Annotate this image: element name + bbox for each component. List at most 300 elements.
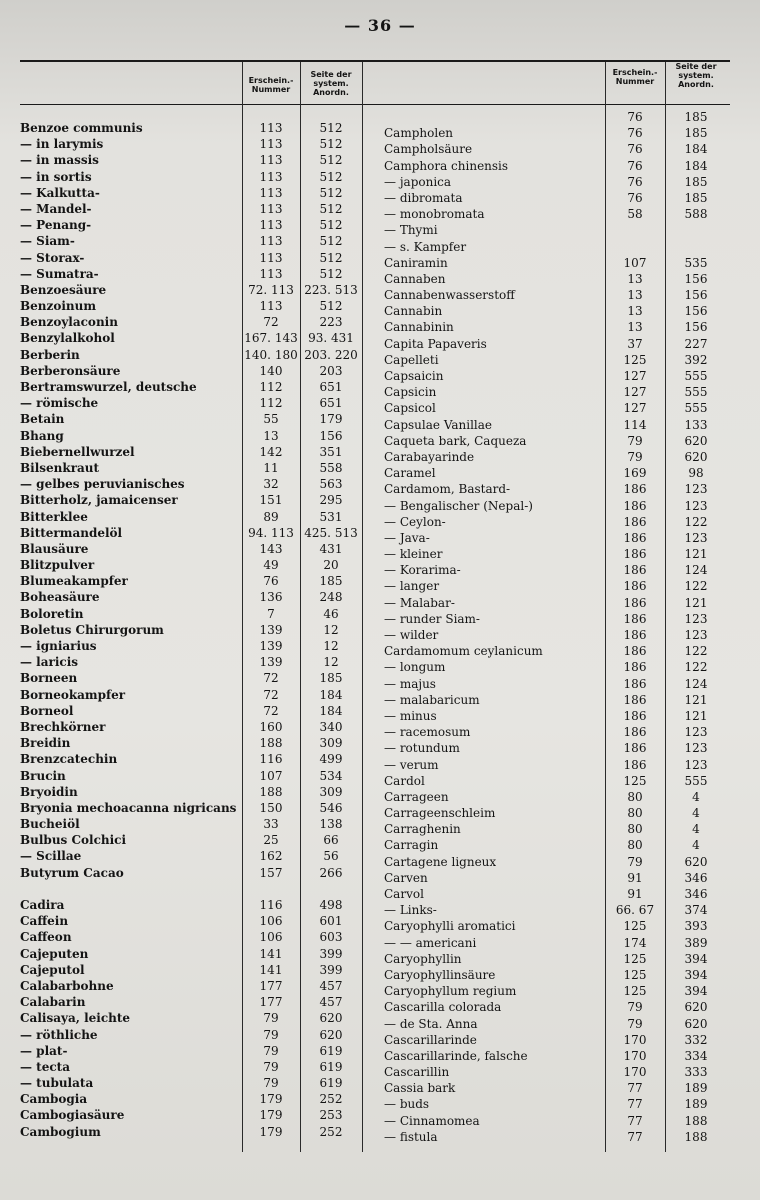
index-entry	[20, 1091, 362, 1107]
entry-number: 116	[259, 898, 283, 912]
entry-number: 116	[259, 752, 283, 767]
index-entry	[20, 622, 362, 638]
entry-number: 114	[623, 417, 647, 432]
entry-number: 186	[623, 530, 647, 545]
entry-number: 72	[263, 671, 279, 686]
entry-term: Borneen	[20, 671, 78, 686]
entry-term: — in larymis	[20, 137, 104, 152]
entry-number: 127	[623, 369, 647, 383]
entry-page: 121	[684, 692, 708, 707]
entry-number: 79	[263, 1027, 279, 1042]
entry-number: 186	[623, 579, 647, 594]
entry-page: 620	[684, 1000, 708, 1015]
entry-number: 37	[627, 336, 643, 351]
entry-term: Campholsäure	[384, 142, 473, 157]
entry-number: 186	[623, 547, 647, 562]
entry-term: Cannabinin	[384, 320, 454, 335]
entry-page: 512	[319, 250, 343, 265]
index-entry	[20, 476, 362, 492]
index-entry	[384, 1129, 730, 1145]
entry-number: 107	[259, 768, 283, 783]
entry-page: 203	[319, 363, 343, 378]
entry-page: 620	[684, 854, 708, 869]
index-entry	[384, 854, 730, 870]
entry-term: Carrageenschleim	[384, 806, 496, 821]
entry-number: 186	[623, 482, 647, 497]
index-entry	[20, 541, 362, 557]
entry-term: Caryophyllum regium	[384, 984, 517, 999]
entry-number: 80	[627, 806, 643, 821]
entry-page: 203. 220	[304, 347, 358, 362]
entry-page: 588	[684, 207, 708, 222]
entry-term: — in sortis	[20, 169, 92, 184]
entry-term: Cambogiasäure	[20, 1108, 125, 1123]
entry-page: 555	[684, 385, 708, 400]
entry-page: 512	[319, 185, 343, 200]
top-rule	[20, 60, 730, 62]
entry-page: 121	[684, 595, 708, 610]
left-index-column	[20, 120, 362, 1140]
entry-number: 186	[623, 741, 647, 756]
index-entry	[384, 805, 730, 821]
entry-number: 113	[259, 299, 283, 314]
entry-term: Brenzcatechin	[20, 752, 118, 767]
entry-page: 425. 513	[304, 525, 358, 540]
entry-term: — tecta	[20, 1059, 70, 1074]
entry-page: 389	[684, 935, 708, 950]
entry-number: 167. 143	[244, 331, 298, 346]
entry-term: Cascarilla colorada	[384, 1000, 502, 1015]
index-entry	[384, 627, 730, 643]
index-entry	[20, 1059, 362, 1075]
entry-number: 186	[623, 757, 647, 772]
entry-number: 77	[627, 1113, 643, 1128]
entry-term: — tubulata	[20, 1076, 94, 1091]
entry-term: — Siam-	[20, 234, 75, 249]
entry-page: 620	[319, 1027, 343, 1042]
index-entry	[20, 298, 362, 314]
index-entry	[384, 433, 730, 449]
entry-term: — plat-	[20, 1043, 68, 1058]
entry-term: Blausäure	[20, 541, 89, 556]
entry-term: Cartagene ligneux	[384, 854, 497, 869]
entry-page: 122	[684, 660, 708, 675]
entry-number: 7	[267, 606, 275, 621]
index-entry	[384, 1064, 730, 1080]
index-entry	[384, 255, 730, 271]
entry-term: Cambogia	[20, 1092, 88, 1107]
entry-page: 98	[688, 466, 704, 481]
index-entry	[20, 250, 362, 266]
entry-number: 160	[259, 719, 283, 734]
entry-number: 150	[259, 800, 283, 815]
entry-page: 184	[319, 687, 343, 702]
entry-term: — rotundum	[384, 741, 460, 756]
entry-page: 156	[684, 320, 708, 335]
index-entry	[384, 886, 730, 902]
index-entry	[384, 449, 730, 465]
entry-term: Bitterholz, jamaicenser	[20, 493, 178, 508]
entry-number: 13	[627, 304, 643, 319]
entry-term: — s. Kampfer	[384, 239, 467, 254]
entry-page: 123	[684, 611, 708, 626]
index-entry	[384, 643, 730, 659]
entry-page: 512	[319, 153, 343, 168]
entry-page: 121	[684, 708, 708, 723]
entry-number: 140. 180	[244, 347, 298, 362]
entry-number: 55	[263, 412, 279, 427]
entry-term: Blitzpulver	[20, 558, 95, 573]
entry-number: 113	[259, 137, 283, 152]
entry-term: Capsaicin	[384, 369, 444, 383]
entry-page: 4	[692, 822, 700, 837]
entry-term: Caramel	[384, 466, 436, 481]
index-entry	[384, 951, 730, 967]
index-entry	[20, 379, 362, 395]
entry-term: Caffein	[20, 914, 69, 929]
entry-number: 76	[263, 574, 279, 589]
header-line: Nummer	[251, 85, 291, 94]
entry-page: 619	[319, 1076, 343, 1091]
entry-number: 170	[623, 1032, 647, 1047]
entry-page: 393	[684, 919, 708, 934]
entry-page: 512	[319, 266, 343, 281]
index-entry	[384, 287, 730, 303]
entry-page: 156	[319, 428, 343, 443]
entry-term: Cascarillarinde, falsche	[384, 1048, 528, 1063]
entry-page: 394	[684, 951, 708, 966]
entry-page: 184	[319, 703, 343, 718]
entry-page: 156	[684, 271, 708, 286]
index-entry	[384, 967, 730, 983]
index-entry	[20, 670, 362, 686]
entry-number: 186	[623, 660, 647, 675]
entry-term: Boheasäure	[20, 590, 100, 605]
index-entry	[384, 999, 730, 1015]
index-entry	[384, 1113, 730, 1129]
index-entry	[20, 395, 362, 411]
entry-term: Caniramin	[384, 255, 448, 270]
entry-term: — Cinnamomea	[384, 1113, 480, 1128]
entry-term: Benzoesäure	[20, 282, 107, 297]
entry-number: 79	[627, 449, 643, 464]
entry-number: 186	[623, 725, 647, 740]
entry-page: 512	[319, 169, 343, 184]
index-entry	[20, 654, 362, 670]
entry-page: 534	[319, 768, 343, 783]
entry-number: 157	[259, 865, 283, 880]
entry-page: 227	[684, 336, 708, 351]
entry-term: Caqueta bark, Caqueza	[384, 433, 527, 448]
index-entry	[384, 611, 730, 627]
index-entry	[384, 578, 730, 594]
entry-number: 13	[263, 428, 279, 443]
right-index-column	[384, 109, 730, 1145]
entry-page: 123	[684, 530, 708, 545]
entry-number: 188	[259, 736, 283, 751]
index-entry	[384, 190, 730, 206]
entry-page: 4	[692, 806, 700, 821]
entry-term: Cassia bark	[384, 1081, 456, 1096]
entry-number: 106	[259, 914, 283, 929]
entry-page: 499	[319, 752, 343, 767]
header-line: Anordn.	[678, 80, 714, 89]
entry-page: 563	[319, 477, 343, 492]
index-entry	[384, 676, 730, 692]
index-entry	[384, 271, 730, 287]
entry-number: 139	[259, 655, 283, 670]
entry-page: 179	[319, 412, 343, 427]
entry-term: Brucin	[20, 768, 66, 783]
entry-page: 223. 513	[304, 282, 358, 297]
index-entry	[20, 428, 362, 444]
entry-page: 185	[319, 574, 343, 589]
entry-term: Benzylalkohol	[20, 331, 115, 346]
entry-term: — gelbes peruvianisches	[20, 477, 185, 492]
entry-page: 512	[319, 121, 343, 135]
entry-number: 188	[259, 784, 283, 799]
index-entry	[20, 492, 362, 508]
entry-page: 558	[319, 460, 343, 475]
entry-term: — langer	[384, 579, 440, 594]
index-entry	[384, 1016, 730, 1032]
right-page-header	[665, 62, 727, 89]
entry-term: Carraghenin	[384, 822, 461, 837]
entry-number: 177	[259, 995, 283, 1010]
entry-number: 72. 113	[248, 282, 294, 297]
entry-page: 188	[684, 1113, 708, 1128]
entry-page: 185	[684, 110, 708, 124]
entry-term: — kleiner	[384, 547, 443, 562]
entry-number: 169	[623, 466, 647, 481]
entry-term: Caryophyllin	[384, 951, 462, 966]
entry-page: 334	[684, 1048, 708, 1063]
entry-page: 555	[684, 773, 708, 788]
index-entry	[384, 530, 730, 546]
header-line: system.	[313, 79, 349, 88]
index-entry	[20, 1124, 362, 1140]
entry-number: 76	[627, 174, 643, 189]
entry-number: 91	[627, 887, 643, 901]
entry-term: Borneol	[20, 703, 74, 718]
index-entry	[384, 368, 730, 384]
index-entry	[20, 606, 362, 622]
entry-number: 127	[623, 401, 647, 416]
entry-page: 93. 431	[308, 331, 354, 346]
entry-number: 32	[263, 477, 279, 492]
entry-page: 122	[684, 579, 708, 594]
entry-number: 79	[263, 1076, 279, 1091]
index-entry	[384, 1096, 730, 1112]
entry-page: 123	[684, 482, 708, 497]
entry-number: 143	[259, 541, 283, 556]
entry-number: 77	[627, 1129, 643, 1144]
entry-number: 162	[259, 849, 283, 864]
entry-number: 77	[627, 1081, 643, 1096]
index-entry	[20, 330, 362, 346]
index-entry	[20, 185, 362, 201]
entry-page: 457	[319, 995, 343, 1010]
entry-page: 309	[319, 736, 343, 751]
entry-number: 76	[627, 126, 643, 141]
entry-number: 125	[623, 919, 647, 934]
entry-term: Calabarin	[20, 995, 86, 1010]
entry-page: 457	[319, 978, 343, 993]
entry-number: 72	[263, 315, 279, 330]
entry-term: Cajeputen	[20, 946, 89, 961]
entry-page: 138	[319, 817, 343, 832]
entry-term: — laricis	[20, 655, 79, 670]
entry-number: 80	[627, 838, 643, 853]
index-entry	[20, 946, 362, 962]
index-entry	[20, 751, 362, 767]
page-number: — 36 —	[344, 16, 416, 35]
entry-term: Cascarillin	[384, 1065, 450, 1080]
index-entry	[384, 773, 730, 789]
entry-term: Bhang	[20, 428, 64, 443]
entry-term: Capsicin	[384, 385, 437, 400]
entry-number: 58	[627, 207, 643, 222]
entry-number: 113	[259, 234, 283, 249]
entry-term: Carvol	[384, 887, 424, 901]
entry-number: 186	[623, 644, 647, 659]
entry-term: — verum	[384, 757, 439, 772]
index-entry	[384, 1032, 730, 1048]
entry-page: 124	[684, 676, 708, 691]
index-entry	[384, 659, 730, 675]
entry-number: 170	[623, 1048, 647, 1063]
entry-term: Benzoinum	[20, 299, 97, 314]
index-entry	[20, 347, 362, 363]
entry-number: 186	[623, 676, 647, 691]
entry-number: 107	[623, 255, 647, 270]
entry-number: 79	[263, 1043, 279, 1058]
entry-term: — Bengalischer (Nepal-)	[384, 498, 533, 513]
entry-term: — de Sta. Anna	[384, 1016, 478, 1031]
entry-number: 80	[627, 789, 643, 804]
header-line: Erschein.-	[248, 76, 294, 85]
entry-term: Berberonsäure	[20, 363, 121, 378]
entry-term: Caryophylli aromatici	[384, 919, 516, 934]
entry-term: — fistula	[384, 1129, 438, 1144]
entry-page: 555	[684, 369, 708, 383]
entry-term: Capsulae Vanillae	[384, 417, 493, 432]
entry-number: 127	[623, 385, 647, 400]
index-entry	[384, 125, 730, 141]
entry-term: — Kalkutta-	[20, 185, 100, 200]
entry-term: Bulbus Colchici	[20, 833, 127, 848]
index-entry	[20, 1043, 362, 1059]
entry-term: Camphora chinensis	[384, 158, 509, 173]
entry-term: Cannaben	[384, 271, 446, 286]
entry-term: — japonica	[384, 174, 452, 189]
entry-page: 4	[692, 789, 700, 804]
entry-page: 340	[319, 719, 343, 734]
index-entry	[20, 525, 362, 541]
entry-page: 620	[684, 449, 708, 464]
entry-term: Cannabenwasserstoff	[384, 288, 515, 303]
entry-page: 603	[319, 930, 343, 945]
index-entry	[384, 935, 730, 951]
entry-term: — Storax-	[20, 250, 85, 265]
index-entry	[20, 735, 362, 751]
header-line: Seite der	[675, 62, 717, 71]
entry-term: Bittermandelöl	[20, 525, 123, 540]
entry-number: 94. 113	[248, 525, 294, 540]
entry-page: 123	[684, 498, 708, 513]
entry-page: 619	[319, 1059, 343, 1074]
entry-number: 113	[259, 250, 283, 265]
entry-page: 332	[684, 1032, 708, 1047]
entry-page: 346	[684, 870, 708, 885]
entry-page: 394	[684, 967, 708, 982]
entry-number: 79	[627, 854, 643, 869]
entry-number: 113	[259, 218, 283, 233]
entry-page: 620	[319, 1011, 343, 1026]
entry-number: 177	[259, 978, 283, 993]
entry-number: 186	[623, 514, 647, 529]
index-entry	[20, 978, 362, 994]
index-entry	[384, 918, 730, 934]
index-entry	[384, 109, 730, 125]
entry-term: Capita Papaveris	[384, 336, 487, 351]
entry-term: — majus	[384, 676, 436, 691]
entry-page: 555	[684, 401, 708, 416]
entry-number: 76	[627, 142, 643, 157]
entry-page: 248	[319, 590, 343, 605]
entry-page: 394	[684, 984, 708, 999]
index-entry	[20, 266, 362, 282]
index-entry	[20, 1075, 362, 1091]
entry-number: 79	[263, 1059, 279, 1074]
entry-term: Caffeon	[20, 930, 72, 945]
entry-term: — racemosum	[384, 725, 471, 740]
entry-page: 620	[684, 433, 708, 448]
entry-term: Cambogium	[20, 1124, 101, 1139]
entry-term: — igniarius	[20, 639, 97, 653]
entry-number: 33	[263, 817, 279, 832]
index-entry	[384, 757, 730, 773]
entry-term: — longum	[384, 660, 446, 675]
entry-page: 252	[319, 1124, 343, 1139]
entry-term: Bilsenkraut	[20, 460, 100, 475]
entry-term: Boloretin	[20, 606, 84, 621]
entry-term: Cardamomum ceylanicum	[384, 644, 543, 659]
entry-term: — runder Siam-	[384, 611, 480, 626]
index-entry	[20, 152, 362, 168]
index-entry	[384, 384, 730, 400]
entry-page: 4	[692, 838, 700, 853]
entry-page: 498	[319, 898, 343, 912]
entry-number: 186	[623, 498, 647, 513]
entry-term: — römische	[20, 396, 99, 411]
index-entry	[384, 595, 730, 611]
index-entry	[20, 638, 362, 654]
entry-page: 188	[684, 1129, 708, 1144]
entry-page: 184	[684, 158, 708, 173]
index-entry	[384, 514, 730, 530]
entry-number: 80	[627, 822, 643, 837]
index-entry	[20, 573, 362, 589]
entry-number: 13	[627, 271, 643, 286]
entry-number: 91	[627, 870, 643, 885]
entry-page: 546	[319, 800, 343, 815]
index-entry	[20, 929, 362, 945]
entry-term: Cannabin	[384, 304, 443, 319]
entry-term: — Ceylon-	[384, 514, 446, 529]
entry-page: 266	[319, 865, 343, 880]
index-entry	[20, 703, 362, 719]
